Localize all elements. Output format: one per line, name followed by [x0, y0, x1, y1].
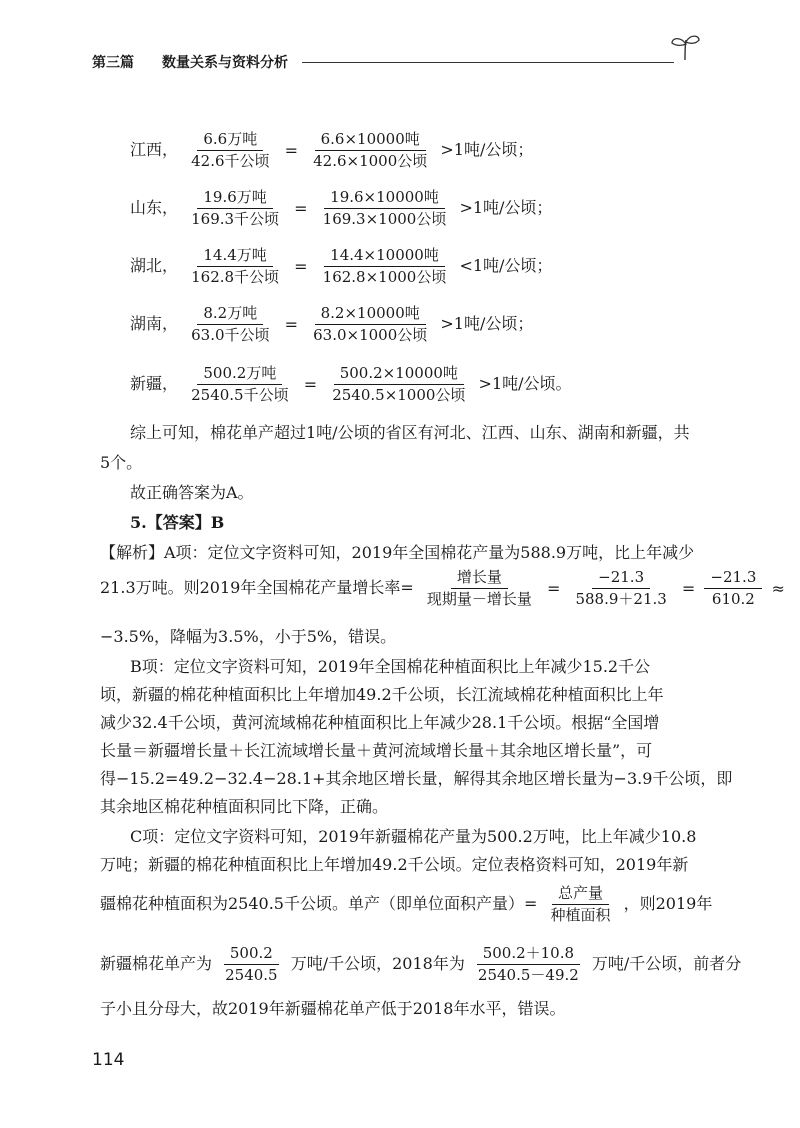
chapter-title: 数量关系与资料分析	[162, 55, 288, 71]
formula-text: ，则2019年	[623, 893, 713, 913]
equals-sign: =	[546, 578, 561, 598]
analysis-line: 其余地区棉花种植面积同比下降，正确。	[100, 797, 389, 816]
equals-sign: =	[303, 374, 318, 394]
fraction: $\frac{\text{总产量}}{\text{种植面积}}$	[550, 884, 611, 924]
calc-result: >1吨/公顷。	[478, 373, 572, 393]
formula-text: 新疆棉花单产为	[100, 953, 213, 973]
calc-result: >1吨/公顷；	[440, 139, 534, 159]
analysis-formula-line	[100, 944, 741, 985]
calc-row	[130, 188, 552, 229]
region-label: 湖北，	[130, 255, 179, 275]
analysis-line: 得−15.2=49.2−32.4−28.1+其余地区增长量，解得其余地区增长量为−3.9千公顷，即	[100, 769, 733, 788]
fraction: $\frac{500.2+10.8}{2540.5-49.2}$	[477, 944, 579, 984]
region-label: 江西，	[130, 139, 179, 159]
region-label: 新疆，	[130, 373, 179, 393]
equals-sign: =	[294, 198, 308, 218]
summary-line: 5个。	[100, 453, 143, 472]
fraction: $\frac{-21.3}{588.9+21.3}$	[575, 568, 667, 608]
formula-text: 万吨/千公顷，2018年为	[290, 953, 465, 973]
calc-row	[130, 364, 572, 405]
region-label: 湖南，	[130, 313, 179, 333]
page-number: 114	[92, 1050, 125, 1070]
fraction: $\frac{\text{6.6万吨}}{\text{42.6千公顷}}$	[191, 130, 270, 170]
fraction: $\frac{\text{14.4×10000吨}}{\text{162.8×1000公顷}}$	[322, 246, 447, 286]
calc-result: >1吨/公顷；	[459, 197, 553, 217]
calc-result: >1吨/公顷；	[440, 313, 534, 333]
fraction: $\frac{\text{6.6×10000吨}}{\text{42.6×1000公顷}}$	[313, 130, 428, 170]
analysis-line: 顷，新疆的棉花种植面积比上年增加49.2千公顷，长江流域棉花种植面积比上年	[100, 685, 664, 704]
calc-result: <1吨/公顷；	[459, 255, 553, 275]
sprout-icon	[668, 32, 702, 62]
analysis-line: 【解析】A项：定位文字资料可知，2019年全国棉花产量为588.9万吨，比上年减少	[100, 543, 695, 562]
region-label: 山东，	[130, 197, 179, 217]
page-header	[92, 48, 702, 72]
equals-sign: =	[284, 140, 299, 160]
analysis-line: C项：定位文字资料可知，2019年新疆棉花产量为500.2万吨，比上年减少10.8	[130, 827, 697, 846]
conclusion-line: 故正确答案为A。	[130, 483, 254, 502]
equals-sign: =	[284, 314, 299, 334]
summary-line: 综上可知，棉花单产超过1吨/公顷的省区有河北、江西、山东、湖南和新疆，共	[130, 423, 690, 442]
fraction: $\frac{\text{500.2×10000吨}}{\text{2540.5×1000公顷}}$	[332, 364, 466, 404]
header-rule	[302, 62, 674, 63]
analysis-line: 长量＝新疆增长量＋长江流域增长量＋黄河流域增长量＋其余地区增长量”，可	[100, 741, 653, 760]
calc-row	[130, 304, 533, 345]
calc-row	[130, 130, 533, 171]
fraction: $\frac{\text{500.2万吨}}{\text{2540.5千公顷}}$	[191, 364, 289, 404]
fraction: $\frac{\text{8.2×10000吨}}{\text{63.0×1000公顷}}$	[313, 304, 428, 344]
analysis-line: 万吨；新疆的棉花种植面积比上年增加49.2千公顷。定位表格资料可知，2019年新	[100, 855, 689, 874]
analysis-line: 子小且分母大，故2019年新疆棉花单产低于2018年水平，错误。	[100, 999, 566, 1018]
equals-sign: =	[681, 578, 696, 598]
answer-line: 5.【答案】B	[130, 513, 225, 532]
analysis-formula-line	[100, 884, 712, 925]
analysis-formula-line	[100, 568, 787, 609]
fraction: $\frac{\text{8.2万吨}}{\text{63.0千公顷}}$	[191, 304, 270, 344]
part-label: 第三篇	[92, 55, 134, 71]
fraction: $\frac{\text{14.4万吨}}{\text{162.8千公顷}}$	[191, 246, 280, 286]
equals-sign: =	[294, 256, 308, 276]
fraction: $\frac{\text{19.6万吨}}{\text{169.3千公顷}}$	[191, 188, 280, 228]
calc-row	[130, 246, 552, 287]
fraction: $\frac{\text{19.6×10000吨}}{\text{169.3×1000公顷}}$	[322, 188, 447, 228]
approx-sign: ≈	[771, 578, 785, 598]
formula-text: 疆棉花种植面积为2540.5千公顷。单产（即单位面积产量）=	[100, 893, 538, 913]
analysis-line: −3.5%，降幅为3.5%，小于5%，错误。	[100, 627, 397, 646]
analysis-line: 减少32.4千公顷，黄河流域棉花种植面积比上年减少28.1千公顷。根据“全国增	[100, 713, 660, 732]
fraction: $\frac{\text{增长量}}{\text{现期量－增长量}}$	[426, 568, 532, 608]
formula-text: 21.3万吨。则2019年全国棉花产量增长率=	[100, 577, 414, 597]
fraction: $\frac{500.2}{2540.5}$	[225, 944, 278, 984]
fraction: $\frac{-21.3}{610.2}$	[704, 568, 762, 609]
analysis-line: B项：定位文字资料可知，2019年全国棉花种植面积比上年减少15.2千公	[130, 657, 651, 676]
formula-text: 万吨/千公顷，前者分	[591, 953, 742, 973]
